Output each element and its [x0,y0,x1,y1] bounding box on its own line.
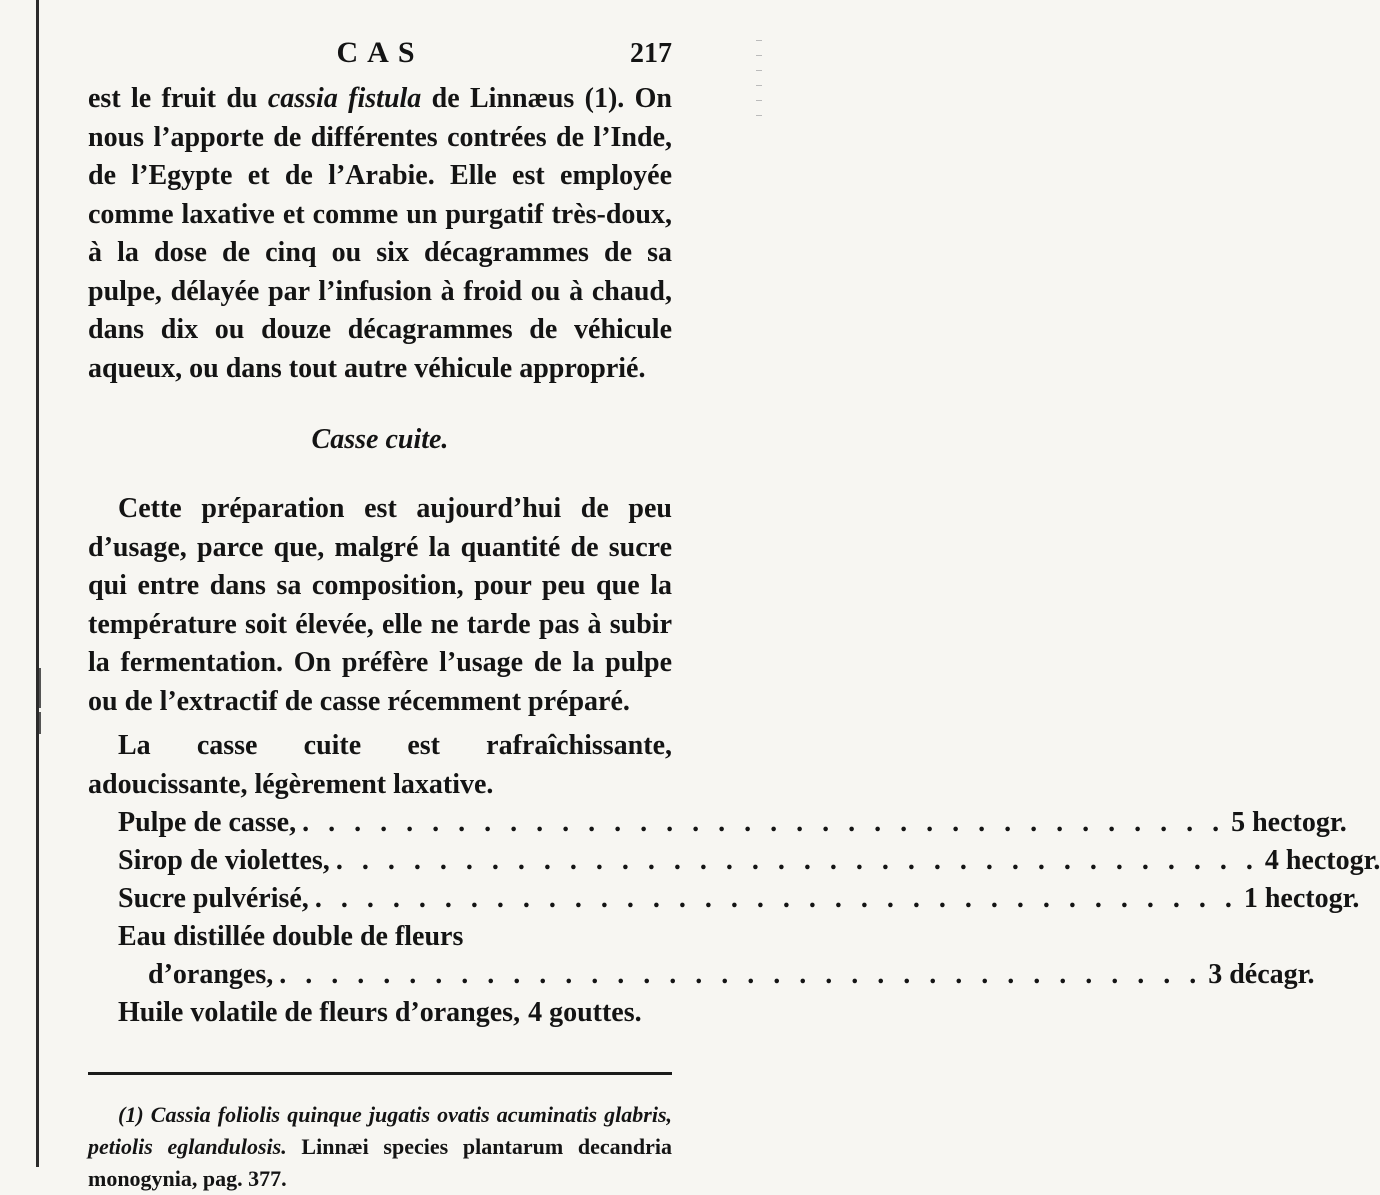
footnote-reference: Linnæi species plantarum decandria monogynia, pag. 377. [88,1134,672,1191]
gutter-mark [39,668,41,708]
ingredient-name: Eau distillée double de fleurs [118,921,464,952]
species-name: cassia fistula [267,83,422,114]
paragraph-1-rest: de Linnæus (1). On nous l’apporte de différentes contrées de l’Inde, de l’Egypte et de l’Arabie. Elle est employée comme laxative et comme un purgatif très-doux, à la dose de cinq ou six décagrammes de sa pulpe, délayée par l’infusion à froid ou à chaud, dans dix ou douze décagrammes de véhicule aqueux, ou dans tout autre véhicule approprié. [88,83,672,384]
ingredient-name: Sirop de violettes, [118,845,330,876]
paragraph-3: La casse cuite est rafraîchissante, adoucissante, légèrement laxative. [88,730,672,800]
body-text [88,80,672,388]
book-page [88,28,1380,1195]
page-number: 217 [630,38,672,69]
ingredient-quantity: 5 hectogr. [1231,807,1347,838]
ingredient-name: d’oranges, [148,959,274,990]
paragraph-1-start: est le fruit du [88,83,268,114]
recipe-row [88,842,1380,880]
leader-dots: . . . . . . . . . . . . . . . . . . . . . . . . . . . . . . . . . . . . [335,845,1259,876]
leader-dots: . . . . . . . . . . . . . . . . . . . . . . . . . . . . . . . . . . . . [314,883,1238,914]
recipe-row [88,994,672,1032]
ingredient-quantity: 4 gouttes. [528,997,642,1028]
paragraph-2: Cette préparation est aujourd’hui de peu d’usage, parce que, malgré la quantité de sucre qui entre dans sa composition, pour peu que la température soit élevée, elle ne tarde pas à subir la fermentation. On préfère l’usage de la pulpe ou de l’extractif de casse récemment préparé. [88,493,672,717]
recipe-row [88,956,1315,994]
footnote-marker: (1) [118,1102,144,1127]
gutter-mark [39,712,41,734]
body-text-2 [88,490,672,804]
ingredient-name: Sucre pulvérisé, [118,883,309,914]
page-header [88,28,672,80]
footnote-latin: Cassia foliolis quinque jugatis ovatis acuminatis glabris, petiolis eglandulosis. [88,1102,673,1159]
footnote [88,1099,672,1195]
ingredient-quantity: 3 décagr. [1208,959,1315,990]
leader-dots: . . . . . . . . . . . . . . . . . . . . . . . . . . . . . . . . . . . . [302,807,1226,838]
section-heading: Casse cuite. [311,424,449,455]
running-head: CAS [336,36,424,69]
paragraph-1 [88,80,672,388]
recipe-row [88,918,672,956]
ingredient-name: Pulpe de casse, [118,807,297,838]
ingredient-name: Huile volatile de fleurs d’oranges, [118,997,521,1028]
recipe-row [88,804,1347,842]
leader-dots: . . . . . . . . . . . . . . . . . . . . . . . . . . . . . . . . . . . . [279,959,1203,990]
page-gutter-line [36,0,39,1167]
recipe-row [88,880,1360,918]
margin-ticks [756,40,766,130]
ingredient-quantity: 1 hectogr. [1243,883,1360,914]
ingredient-quantity: 4 hectogr. [1264,845,1380,876]
footnote-rule [88,1072,672,1075]
recipe-list [88,804,1380,1032]
